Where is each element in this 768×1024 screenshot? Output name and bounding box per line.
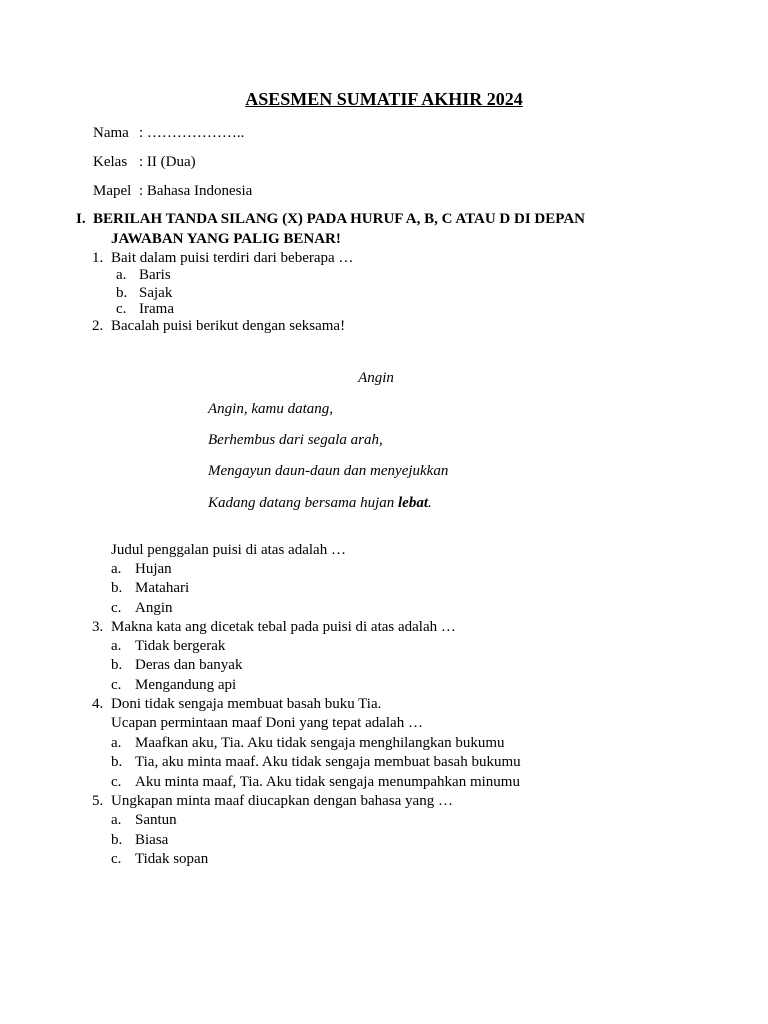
option-letter: a. <box>111 561 122 577</box>
section-instruction-line1: BERILAH TANDA SILANG (X) PADA HURUF A, B, C ATAU D DI DEPAN <box>93 211 585 227</box>
question-text: Makna kata ang dicetak tebal pada puisi di atas adalah … <box>111 619 456 635</box>
question-text: Bait dalam puisi terdiri dari beberapa … <box>111 250 354 266</box>
section-number: I. <box>76 211 86 227</box>
poem-title: Angin <box>358 370 394 386</box>
poem-line: Berhembus dari segala arah, <box>208 432 383 448</box>
option-text: Maafkan aku, Tia. Aku tidak sengaja menghilangkan bukumu <box>135 735 505 751</box>
question-text: Bacalah puisi berikut dengan seksama! <box>111 318 346 334</box>
question-number: 5. <box>92 793 104 809</box>
question-number: 2. <box>92 318 104 334</box>
identity-value-mapel: : Bahasa Indonesia <box>139 183 253 199</box>
option-letter: a. <box>111 812 122 828</box>
identity-label-mapel: Mapel <box>93 183 132 199</box>
option-text: Aku minta maaf, Tia. Aku tidak sengaja menumpahkan minumu <box>135 774 520 790</box>
section-instruction-line2: JAWABAN YANG PALIG BENAR! <box>111 231 341 247</box>
poem-bold-word: lebat <box>398 495 429 511</box>
option-letter: b. <box>116 285 128 301</box>
option-text: Mengandung api <box>135 677 237 693</box>
identity-value-kelas: : II (Dua) <box>139 154 196 170</box>
poem-line: Mengayun daun-daun dan menyejukkan <box>208 463 449 479</box>
option-letter: b. <box>111 580 123 596</box>
option-text: Santun <box>135 812 177 828</box>
question-text: Doni tidak sengaja membuat basah buku Tia. <box>111 696 382 712</box>
option-letter: c. <box>111 677 122 693</box>
option-text: Tidak sopan <box>135 851 209 867</box>
option-text: Hujan <box>135 561 172 577</box>
option-letter: b. <box>111 754 123 770</box>
option-text: Deras dan banyak <box>135 657 243 673</box>
poem-line <box>208 496 432 511</box>
option-letter: c. <box>111 600 122 616</box>
option-text: Sajak <box>139 285 173 301</box>
identity-label-kelas: Kelas <box>93 154 128 170</box>
poem-line-text: Kadang datang bersama hujan <box>208 495 399 511</box>
identity-label-nama: Nama <box>93 125 129 141</box>
poem-line: Angin, kamu datang, <box>208 401 333 417</box>
identity-value-nama: : ……………….. <box>139 125 245 141</box>
option-text: Biasa <box>135 832 169 848</box>
option-text: Baris <box>139 267 171 283</box>
question-number: 1. <box>92 250 104 266</box>
question-text: Ucapan permintaan maaf Doni yang tepat adalah … <box>111 715 423 731</box>
page-title: ASESMEN SUMATIF AKHIR 2024 <box>245 89 523 109</box>
question-text: Judul penggalan puisi di atas adalah … <box>111 542 346 558</box>
option-letter: c. <box>111 851 122 867</box>
question-number: 4. <box>92 696 104 712</box>
poem-line-end: . <box>428 495 432 511</box>
option-text: Tidak bergerak <box>135 638 226 654</box>
option-letter: b. <box>111 832 123 848</box>
option-letter: b. <box>111 657 123 673</box>
option-letter: c. <box>111 774 122 790</box>
option-text: Matahari <box>135 580 190 596</box>
option-letter: a. <box>111 735 122 751</box>
question-text: Ungkapan minta maaf diucapkan dengan bahasa yang … <box>111 793 453 809</box>
option-letter: c. <box>116 301 127 317</box>
option-text: Angin <box>135 600 173 616</box>
option-text: Tia, aku minta maaf. Aku tidak sengaja membuat basah bukumu <box>135 754 521 770</box>
option-text: Irama <box>139 301 174 317</box>
option-letter: a. <box>111 638 122 654</box>
question-number: 3. <box>92 619 104 635</box>
option-letter: a. <box>116 267 127 283</box>
